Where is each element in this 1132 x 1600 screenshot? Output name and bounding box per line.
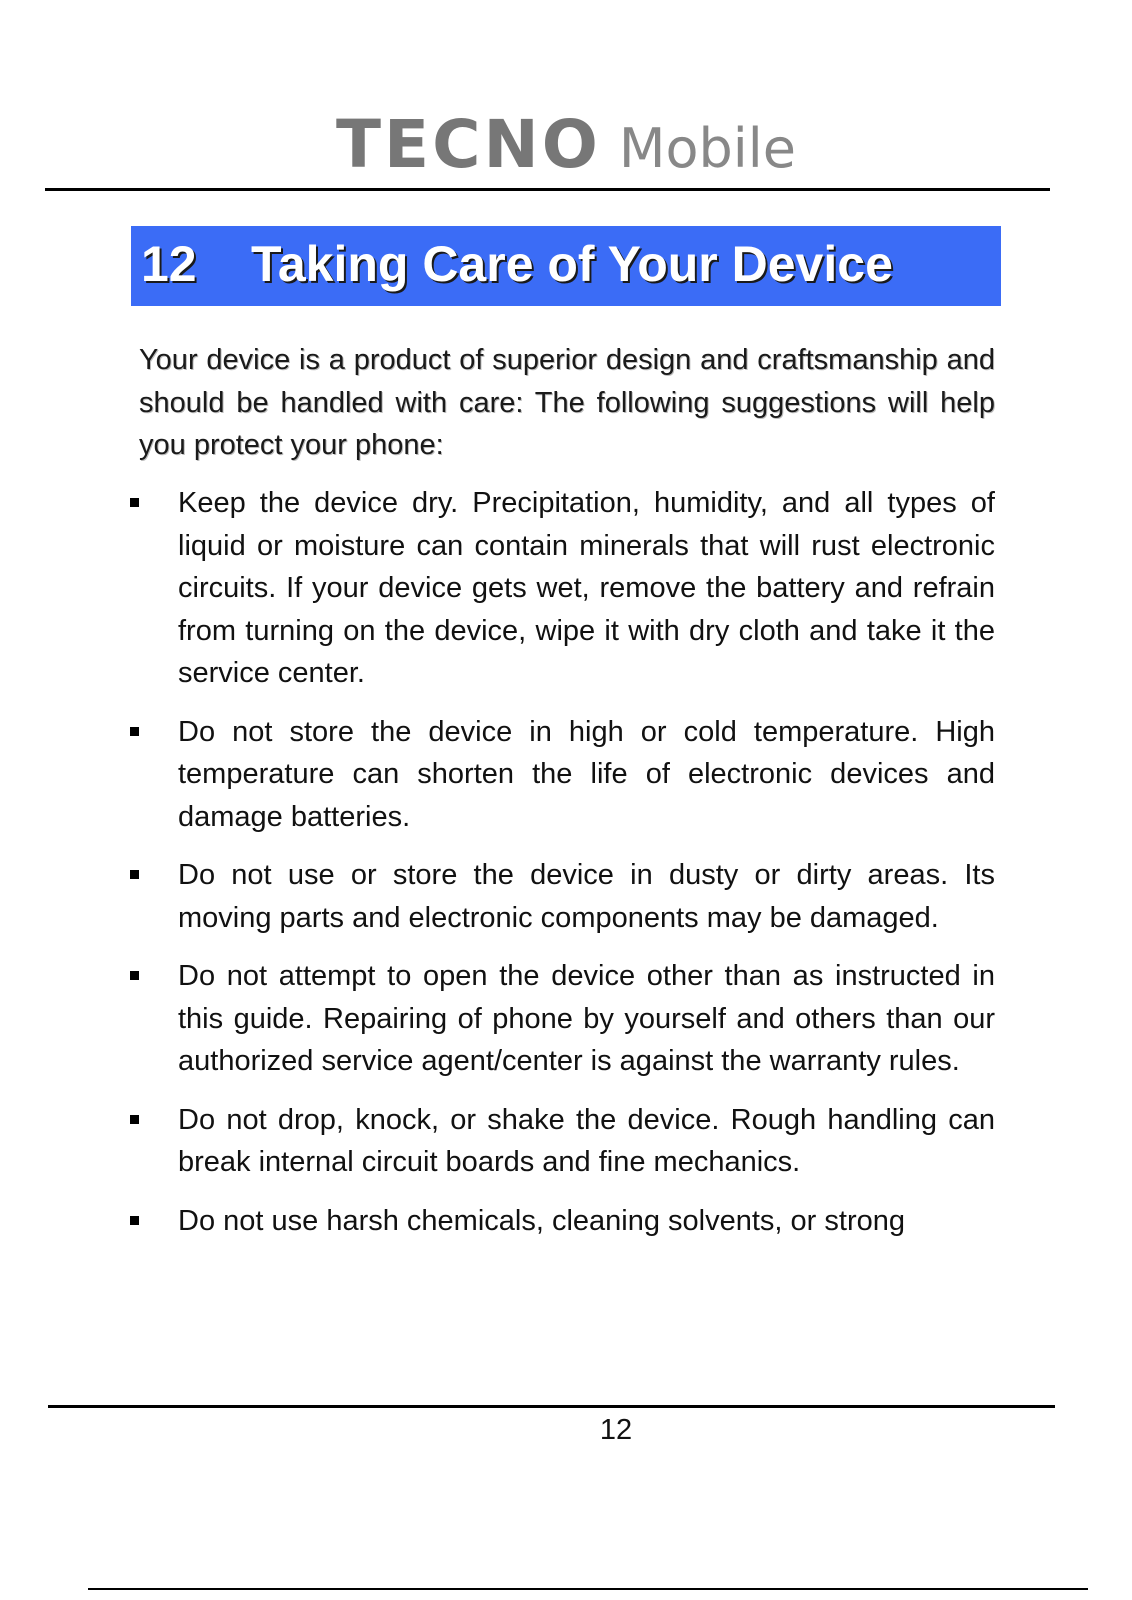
square-bullet-icon bbox=[130, 1115, 139, 1124]
brand-logo bbox=[0, 106, 1132, 183]
list-item-text: Do not drop, knock, or shake the device. Rough handling can break internal circuit boards and fine mechanics. bbox=[178, 1103, 995, 1178]
list-item bbox=[127, 854, 995, 939]
square-bullet-icon bbox=[130, 498, 139, 507]
list-item-text: Do not attempt to open the device other than as instructed in this guide. Repairing of phone by yourself and others than our authorized service agent/center is against the warranty rules. bbox=[178, 960, 995, 1077]
list-item-text: Keep the device dry. Precipitation, humidity, and all types of liquid or moisture can contain minerals that will rust electronic circuits. If your device gets wet, remove the battery and refrain from turning on the device, wipe it with dry cloth and take it the service center. bbox=[178, 487, 995, 689]
header-divider bbox=[45, 188, 1050, 191]
list-item bbox=[127, 1200, 995, 1243]
section-number: 12 bbox=[141, 236, 197, 292]
list-item-text: Do not store the device in high or cold temperature. High temperature can shorten the life of electronic devices and damage batteries. bbox=[178, 715, 995, 833]
logo-sub-text: Mobile bbox=[618, 117, 797, 180]
page-bottom-divider bbox=[88, 1588, 1088, 1590]
square-bullet-icon bbox=[130, 1216, 139, 1225]
footer-divider bbox=[48, 1405, 1055, 1408]
care-tips-list bbox=[127, 482, 995, 1258]
list-item bbox=[127, 955, 995, 1083]
square-bullet-icon bbox=[130, 727, 139, 736]
page-number: 12 bbox=[599, 1414, 633, 1446]
list-item bbox=[127, 711, 995, 839]
list-item-text: Do not use harsh chemicals, cleaning solvents, or strong bbox=[178, 1204, 905, 1237]
section-title: Taking Care of Your Device bbox=[251, 236, 893, 292]
list-item bbox=[127, 1099, 995, 1184]
square-bullet-icon bbox=[130, 971, 139, 980]
section-heading bbox=[141, 234, 893, 294]
square-bullet-icon bbox=[130, 870, 139, 879]
list-item bbox=[127, 482, 995, 695]
logo-brand-text: TECNO bbox=[335, 106, 601, 183]
list-item-text: Do not use or store the device in dusty or dirty areas. Its moving parts and electronic components may be damaged. bbox=[178, 859, 995, 934]
intro-paragraph: Your device is a product of superior design and craftsmanship and should be handled with care: The following suggestions will help you protect your phone: bbox=[139, 344, 995, 461]
